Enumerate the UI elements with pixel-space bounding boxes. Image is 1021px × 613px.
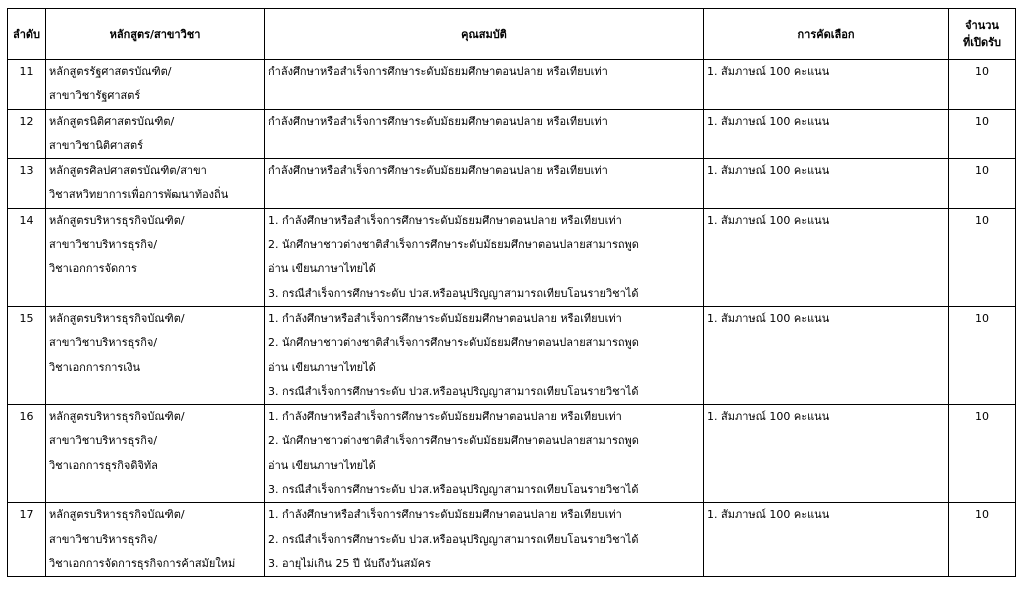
selection-cell: 1. สัมภาษณ์ 100 คะแนน <box>704 60 949 110</box>
qualification-cell <box>265 405 704 503</box>
table-row <box>8 159 1016 209</box>
program-line: วิชาเอกการการเงิน <box>49 360 140 374</box>
program-cell <box>46 159 265 209</box>
header-qualification: คุณสมบัติ <box>265 9 704 60</box>
selection-cell: 1. สัมภาษณ์ 100 คะแนน <box>704 503 949 577</box>
table-body <box>8 60 1016 577</box>
qualification-line: 2. นักศึกษาชาวต่างชาติสำเร็จการศึกษาระดับมัธยมศึกษาตอนปลายสามารถพูด <box>268 336 639 350</box>
count-cell: 10 <box>949 159 1016 209</box>
program-line: หลักสูตรบริหารธุรกิจบัณฑิต/ <box>49 410 185 424</box>
table-row <box>8 208 1016 306</box>
qualification-cell <box>265 208 704 306</box>
program-cell <box>46 503 265 577</box>
qualification-cell <box>265 60 704 110</box>
qualification-cell <box>265 159 704 209</box>
table-row <box>8 405 1016 503</box>
header-selection: การคัดเลือก <box>704 9 949 60</box>
selection-cell: 1. สัมภาษณ์ 100 คะแนน <box>704 109 949 159</box>
program-line: วิชาเอกการจัดการ <box>49 262 137 276</box>
program-cell <box>46 306 265 404</box>
program-cell <box>46 405 265 503</box>
qualification-line: กำลังศึกษาหรือสำเร็จการศึกษาระดับมัธยมศึกษาตอนปลาย หรือเทียบเท่า <box>268 65 608 78</box>
header-no: ลำดับ <box>8 9 46 60</box>
row-number: 16 <box>8 405 46 503</box>
table-row <box>8 503 1016 577</box>
selection-cell: 1. สัมภาษณ์ 100 คะแนน <box>704 306 949 404</box>
qualification-line: 1. กำลังศึกษาหรือสำเร็จการศึกษาระดับมัธยมศึกษาตอนปลาย หรือเทียบเท่า <box>268 508 622 522</box>
table-row <box>8 109 1016 159</box>
qualification-line: 1. กำลังศึกษาหรือสำเร็จการศึกษาระดับมัธยมศึกษาตอนปลาย หรือเทียบเท่า <box>268 213 622 227</box>
qualification-line: อ่าน เขียนภาษาไทยได้ <box>268 360 376 374</box>
program-line: สาขาวิชารัฐศาสตร์ <box>49 89 141 103</box>
count-cell: 10 <box>949 208 1016 306</box>
qualification-line: 3. กรณีสำเร็จการศึกษาระดับ ปวส.หรืออนุปริญญาสามารถเทียบโอนรายวิชาได้ <box>268 483 639 497</box>
qualification-line: 3. กรณีสำเร็จการศึกษาระดับ ปวส.หรืออนุปริญญาสามารถเทียบโอนรายวิชาได้ <box>268 286 639 300</box>
row-number: 14 <box>8 208 46 306</box>
program-line: หลักสูตรรัฐศาสตรบัณฑิต/ <box>49 65 172 78</box>
qualification-line: 3. อายุไม่เกิน 25 ปี นับถึงวันสมัคร <box>268 556 431 570</box>
qualification-line: 1. กำลังศึกษาหรือสำเร็จการศึกษาระดับมัธยมศึกษาตอนปลาย หรือเทียบเท่า <box>268 311 622 325</box>
qualification-cell <box>265 503 704 577</box>
program-line: สาขาวิชาบริหารธุรกิจ/ <box>49 336 158 350</box>
program-line: หลักสูตรศิลปศาสตรบัณฑิต/สาขา <box>49 164 207 178</box>
header-row <box>8 9 1016 60</box>
program-line: สาขาวิชาบริหารธุรกิจ/ <box>49 532 158 546</box>
table-header <box>8 9 1016 60</box>
program-line: วิชาสหวิทยาการเพื่อการพัฒนาท้องถิ่น <box>49 188 229 202</box>
selection-cell: 1. สัมภาษณ์ 100 คะแนน <box>704 159 949 209</box>
count-cell: 10 <box>949 306 1016 404</box>
header-program: หลักสูตร/สาขาวิชา <box>46 9 265 60</box>
program-line: หลักสูตรบริหารธุรกิจบัณฑิต/ <box>49 213 185 227</box>
qualification-line: อ่าน เขียนภาษาไทยได้ <box>268 262 376 276</box>
header-count-line1: จำนวน <box>965 19 999 32</box>
qualification-line: 2. นักศึกษาชาวต่างชาติสำเร็จการศึกษาระดับมัธยมศึกษาตอนปลายสามารถพูด <box>268 434 639 448</box>
count-cell: 10 <box>949 503 1016 577</box>
program-cell <box>46 208 265 306</box>
table-row <box>8 60 1016 110</box>
program-line: วิชาเอกการจัดการธุรกิจการค้าสมัยใหม่ <box>49 556 236 570</box>
count-cell: 10 <box>949 109 1016 159</box>
table-row <box>8 306 1016 404</box>
admission-table <box>7 8 1016 577</box>
row-number: 12 <box>8 109 46 159</box>
qualification-line: กำลังศึกษาหรือสำเร็จการศึกษาระดับมัธยมศึกษาตอนปลาย หรือเทียบเท่า <box>268 164 608 178</box>
row-number: 15 <box>8 306 46 404</box>
program-line: สาขาวิชาบริหารธุรกิจ/ <box>49 434 158 448</box>
row-number: 11 <box>8 60 46 110</box>
selection-cell: 1. สัมภาษณ์ 100 คะแนน <box>704 405 949 503</box>
qualification-line: 3. กรณีสำเร็จการศึกษาระดับ ปวส.หรืออนุปริญญาสามารถเทียบโอนรายวิชาได้ <box>268 384 639 398</box>
qualification-line: 1. กำลังศึกษาหรือสำเร็จการศึกษาระดับมัธยมศึกษาตอนปลาย หรือเทียบเท่า <box>268 410 622 424</box>
selection-cell: 1. สัมภาษณ์ 100 คะแนน <box>704 208 949 306</box>
header-count-line2: ที่เปิดรับ <box>962 36 1002 49</box>
header-count <box>949 9 1016 60</box>
program-cell <box>46 109 265 159</box>
count-cell: 10 <box>949 60 1016 110</box>
program-cell <box>46 60 265 110</box>
program-line: หลักสูตรบริหารธุรกิจบัณฑิต/ <box>49 311 185 325</box>
row-number: 13 <box>8 159 46 209</box>
program-line: หลักสูตรนิติศาสตรบัณฑิต/ <box>49 114 175 128</box>
program-line: สาขาวิชานิติศาสตร์ <box>49 138 143 152</box>
qualification-line: 2. นักศึกษาชาวต่างชาติสำเร็จการศึกษาระดับมัธยมศึกษาตอนปลายสามารถพูด <box>268 238 639 252</box>
count-cell: 10 <box>949 405 1016 503</box>
program-line: สาขาวิชาบริหารธุรกิจ/ <box>49 238 158 252</box>
qualification-cell <box>265 306 704 404</box>
row-number: 17 <box>8 503 46 577</box>
qualification-cell <box>265 109 704 159</box>
program-line: หลักสูตรบริหารธุรกิจบัณฑิต/ <box>49 508 185 522</box>
qualification-line: อ่าน เขียนภาษาไทยได้ <box>268 458 376 472</box>
program-line: วิชาเอกการธุรกิจดิจิทัล <box>49 458 158 472</box>
qualification-line: 2. กรณีสำเร็จการศึกษาระดับ ปวส.หรืออนุปริญญาสามารถเทียบโอนรายวิชาได้ <box>268 532 639 546</box>
qualification-line: กำลังศึกษาหรือสำเร็จการศึกษาระดับมัธยมศึกษาตอนปลาย หรือเทียบเท่า <box>268 114 608 128</box>
